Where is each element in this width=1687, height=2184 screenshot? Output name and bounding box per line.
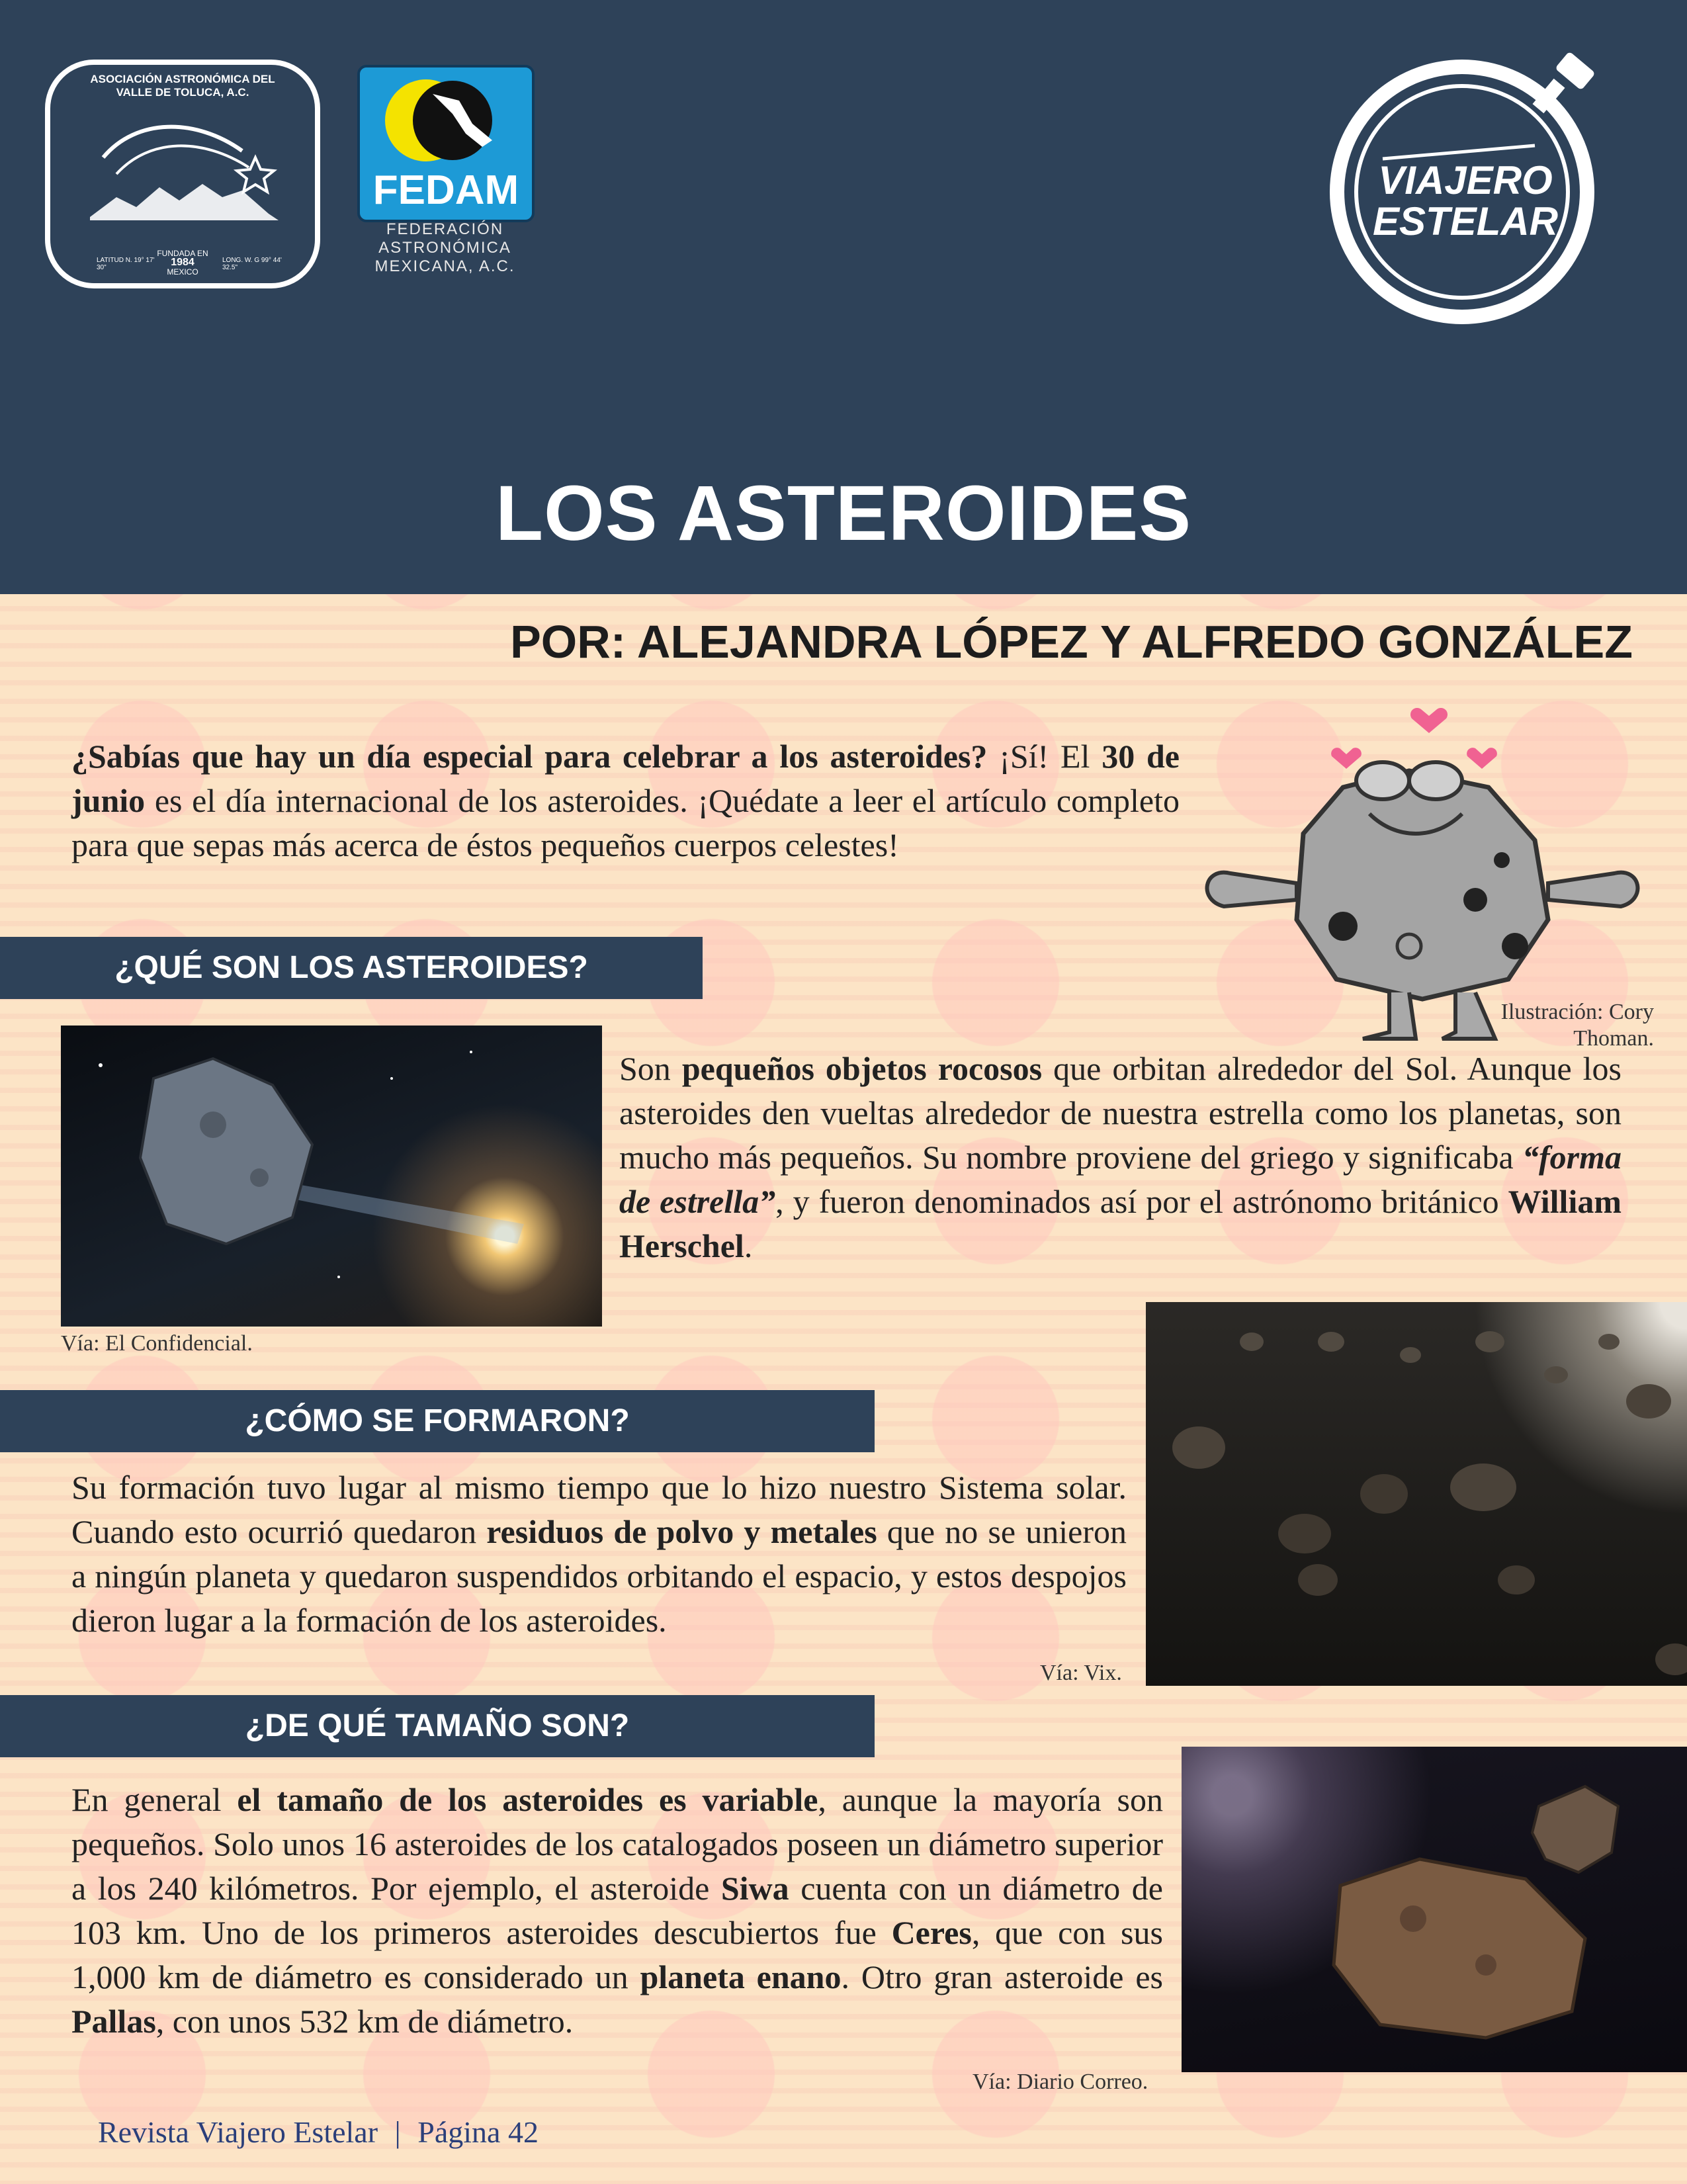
s3-text-4: , que con sus 1,000 km de diámetro es considerado un: [71, 1914, 1163, 1995]
footer-page-number: Página 42: [417, 2115, 539, 2149]
avt-founded-year: 1984: [171, 257, 195, 268]
fedam-full-name: [357, 220, 533, 276]
section-heading-what-are: ¿QUÉ SON LOS ASTEROIDES?: [0, 937, 703, 999]
s3-bold-1: el tamaño de los asteroides es variable: [237, 1781, 818, 1818]
s1-text-3: , y fueron denominados así por el astrónomo británico: [775, 1183, 1508, 1220]
asteroid-pair-graphic: [1182, 1747, 1687, 2072]
intro-question: ¿Sabías que hay un día especial para celebrar a los asteroides?: [71, 738, 988, 775]
s3-bold-5: Pallas: [71, 2003, 156, 2040]
s3-text-6: , con unos 532 km de diámetro.: [155, 2003, 574, 2040]
fedam-line-2: ASTRONÓMICA: [378, 239, 511, 257]
avt-long: LONG. W. G 99° 44' 32.5": [222, 257, 282, 271]
s1-text-1: Son: [619, 1050, 682, 1087]
intro-paragraph: [71, 734, 1180, 867]
viajero-estelar-logo: [1323, 40, 1614, 331]
section1-paragraph: [619, 1047, 1622, 1268]
s3-bold-2: Siwa: [720, 1870, 789, 1907]
section-heading-how-formed: ¿CÓMO SE FORMARON?: [0, 1390, 875, 1452]
asteroid-belt-photo: [1146, 1302, 1687, 1686]
avt-logo-arc-text: ASOCIACIÓN ASTRONÓMICA DEL VALLE DE TOLUCA, A.C.: [90, 73, 275, 99]
fedam-badge: [357, 65, 535, 222]
s1-bold-1: pequeños objetos rocosos: [681, 1050, 1043, 1087]
s1-text-4: .: [744, 1227, 753, 1264]
section2-paragraph: [71, 1465, 1127, 1643]
footer-magazine-name: Revista Viajero Estelar: [98, 2115, 378, 2149]
s1-bold-2: William Herschel: [619, 1183, 1622, 1264]
section-heading-size: ¿DE QUÉ TAMAÑO SON?: [0, 1695, 875, 1757]
intro-text-2: es el día internacional de los asteroides. ¡Quédate a leer el artículo completo para que sepas más acerca de éstos pequeños cuerpos celestes!: [71, 782, 1180, 863]
intro-date: 30 de junio: [71, 738, 1180, 819]
asteroid-belt-graphic: [1146, 1302, 1687, 1686]
fedam-short-name: FEDAM: [372, 167, 519, 213]
page-header: [0, 0, 1687, 594]
asteroid-comet-photo: [61, 1026, 602, 1327]
viajero-word: VIAJERO: [1378, 158, 1553, 202]
s3-bold-3: Ceres: [891, 1914, 972, 1951]
avt-founded-label: FUNDADA EN: [157, 249, 208, 258]
s2-bold-1: residuos de polvo y metales: [486, 1513, 877, 1550]
photo-credit-1: Vía: El Confidencial.: [61, 1331, 253, 1356]
intro-text-1: ¡Sí! El: [987, 738, 1102, 775]
fedam-logo: [357, 65, 533, 290]
avt-lat: LATITUD N. 19° 17' 30": [97, 257, 155, 271]
fedam-line-1: FEDERACIÓN: [386, 220, 504, 238]
s2-text-1: Su formación tuvo lugar al mismo tiempo que lo hizo nuestro Sistema solar. Cuando esto ocurrió quedaron: [71, 1469, 1127, 1550]
asteroid-photo-graphic: [61, 1026, 602, 1327]
s3-text-2: , aunque la mayoría son pequeños. Solo unos 16 asteroides de los catalogados poseen un diámetro superior a los 240 kilómetros. Por ejemplo, el asteroide: [71, 1781, 1163, 1907]
article-byline: POR: ALEJANDRA LÓPEZ Y ALFREDO GONZÁLEZ: [510, 616, 1633, 668]
s1-text-2: que orbitan alrededor del Sol. Aunque los asteroides den vueltas alrededor de nuestra estrella como los planetas, son mucho más pequeños. Su nombre proviene del griego y significaba: [619, 1050, 1622, 1176]
fedam-line-3: MEXICANA, A.C.: [374, 257, 515, 275]
photo-credit-3: Vía: Diario Correo.: [973, 2070, 1148, 2094]
s1-bold-italic: “forma de estrella”: [619, 1139, 1622, 1220]
photo-credit-2: Vía: Vix.: [1040, 1661, 1122, 1685]
fedam-moon-mexico-icon: [360, 67, 532, 173]
estelar-word: ESTELAR: [1372, 199, 1559, 243]
avt-logo: [44, 58, 322, 290]
avt-country: MEXICO: [167, 267, 198, 277]
s2-text-2: que no se unieron a ningún planeta y quedaron suspendidos orbitando el espacio, y estos despojos dieron lugar a la formación de los asteroides.: [71, 1513, 1127, 1639]
s3-bold-4: planeta enano: [640, 1958, 842, 1995]
page-footer: [98, 2115, 539, 2150]
s3-text-5: . Otro gran asteroide es: [841, 1958, 1163, 1995]
s3-text-3: cuenta con un diámetro de 103 km. Uno de los primeros asteroides descubiertos fue: [71, 1870, 1163, 1951]
illustration-credit: Ilustración: Cory Thoman.: [1500, 1000, 1654, 1051]
s3-text-1: En general: [71, 1781, 238, 1818]
section3-paragraph: [71, 1778, 1163, 2044]
article-title: LOS ASTEROIDES: [495, 470, 1192, 557]
footer-separator: |: [394, 2115, 401, 2149]
asteroid-pair-photo: [1182, 1747, 1687, 2072]
